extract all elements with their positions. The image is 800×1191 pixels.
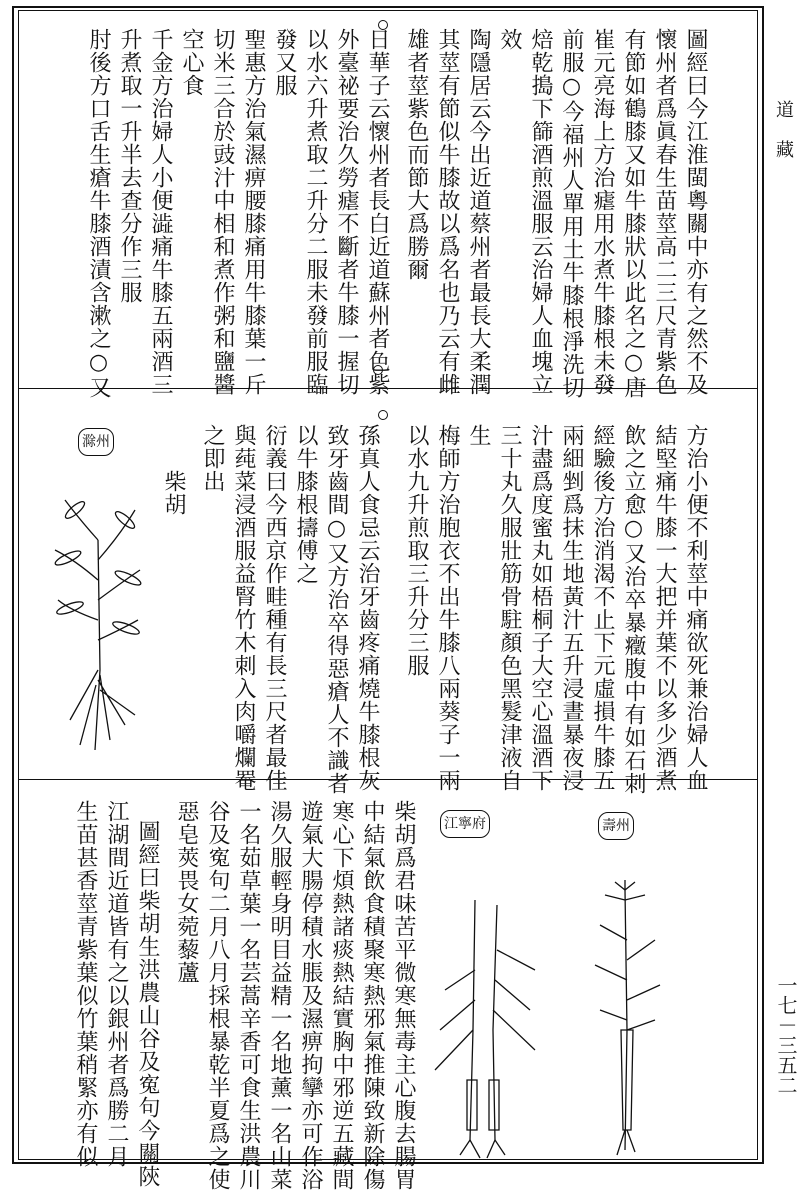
end-mark [373, 365, 383, 375]
chaihu-shouzhou-illustration [575, 880, 675, 1160]
seal-chuzhou: 滁州 [78, 428, 114, 456]
seal-shouzhou: 壽州 [598, 812, 634, 840]
text-column: 焙乾搗下篩酒煎溫服云治婦人血塊立 [528, 28, 553, 396]
text-column: 崔元亮海上方治瘧用水煮牛膝根未發 [590, 28, 615, 396]
text-column: 方治小便不利莖中痛欲死兼治婦人血 [683, 424, 708, 792]
text-column: 陶隱居云今出近道蔡州者最長大柔潤 [466, 28, 491, 396]
text-column: 切米三合於豉汁中相和煮作粥和鹽醬 [210, 28, 235, 396]
text-column: 江湖間近道皆有之以銀州者爲勝二月 [104, 800, 129, 1168]
text-column: 惡皂莢畏女菀藜蘆 [174, 800, 199, 984]
chaihu-jiangning-illustration [425, 880, 545, 1160]
text-column: 柴胡 [161, 470, 186, 516]
text-column: 有節如鶴膝又如牛膝狀以此名之○唐 [621, 28, 646, 399]
text-column: 孫真人食忌云治牙齒疼痛燒牛膝根灰 [355, 424, 380, 792]
text-column: 圖經曰柴胡生洪農山谷及寃句今關陝 [135, 820, 160, 1188]
text-column: 以水六升煮取二升分二服未發前服臨 [303, 28, 328, 396]
text-column: 中結氣飲食積聚寒熱邪氣推陳致新除傷 [360, 800, 385, 1191]
text-column: 效 [497, 28, 522, 51]
text-column: 聖惠方治氣濕痹腰膝痛用牛膝葉一斤 [241, 28, 266, 396]
text-column: 汁盡爲度蜜丸如梧桐子大空心溫酒下 [528, 424, 553, 792]
text-column: 遊氣大腸停積水脹及濕痹拘攣亦可作浴 [298, 800, 323, 1191]
text-column: 兩細剉爲抹生地黃汁五升浸晝暴夜浸 [559, 424, 584, 792]
text-column: 結堅痛牛膝一大把并葉不以多少酒煮 [652, 424, 677, 792]
text-column: 以牛膝根擣傅之 [293, 424, 318, 585]
margin-label-daozang: 道藏 [773, 100, 794, 180]
text-column: 梅師方治胞衣不出牛膝八兩葵子一兩 [435, 424, 460, 792]
text-column: 空心食 [179, 28, 204, 97]
text-column: 肘後方口舌生瘡牛膝酒漬含漱之○又 [86, 28, 111, 399]
page-number: 一七－三五二 [774, 975, 798, 1095]
text-column: 與莼菜浸酒服益腎竹木刺入肉嚼爛罨 [231, 424, 256, 792]
text-column: 升煮取一升半去查分作三服 [117, 28, 142, 304]
text-column: 發又服 [272, 28, 297, 97]
seal-jiangning: 江寧府 [440, 810, 490, 838]
text-column: 致牙齒間○又方治卒得惡瘡人不識者 [324, 424, 349, 795]
text-column: 生苗甚香莖青紫葉似竹葉稍緊亦有似 [73, 800, 98, 1168]
text-column: 飲之立愈○又治卒暴癥腹中有如石刺 [621, 424, 646, 795]
text-column: 外臺祕要治久勞瘧不斷者牛膝一握切 [334, 28, 359, 396]
text-column: 千金方治婦人小便澁痛牛膝五兩酒三 [148, 28, 173, 396]
text-column: 柴胡爲君味苦平微寒無毒主心腹去腸胃 [391, 800, 416, 1191]
text-column: 其莖有節似牛膝故以爲名也乃云有雌 [435, 28, 460, 396]
text-column: 一名茹草葉一名芸蒿辛香可食生洪農川 [236, 800, 261, 1191]
text-column: 圖經曰今江淮閩粵關中亦有之然不及 [683, 28, 708, 396]
text-column: 日華子云懷州者長白近道蘇州者色紫 [365, 28, 390, 396]
text-column: 衍義曰今西京作畦種有長三尺者最佳 [262, 424, 287, 792]
center-mark [378, 410, 388, 420]
text-column: 經驗後方治消渴不止下元虛損牛膝五 [590, 424, 615, 792]
text-column: 谷及寃句二月八月採根暴乾半夏爲之使 [205, 800, 230, 1191]
text-column: 前服○今福州人單用土牛膝根淨洗切 [559, 28, 584, 399]
text-column: 之即出 [200, 424, 225, 493]
text-column: 湯久服輕身明目益精一名地薰一名山菜 [267, 800, 292, 1191]
chaihu-plant-illustration [40, 480, 150, 760]
text-column: 生 [466, 424, 491, 447]
text-column: 懷州者爲眞春生苗莖高二三尺青紫色 [652, 28, 677, 396]
text-column: 三十丸久服壯筋骨駐顏色黑髮津液自 [497, 424, 522, 792]
text-column: 寒心下煩熱諸痰熱結實胸中邪逆五藏間 [329, 800, 354, 1191]
text-column: 雄者莖紫色而節大爲勝爾 [404, 28, 429, 281]
text-column: 以水九升煎取三升分三服 [404, 424, 429, 677]
